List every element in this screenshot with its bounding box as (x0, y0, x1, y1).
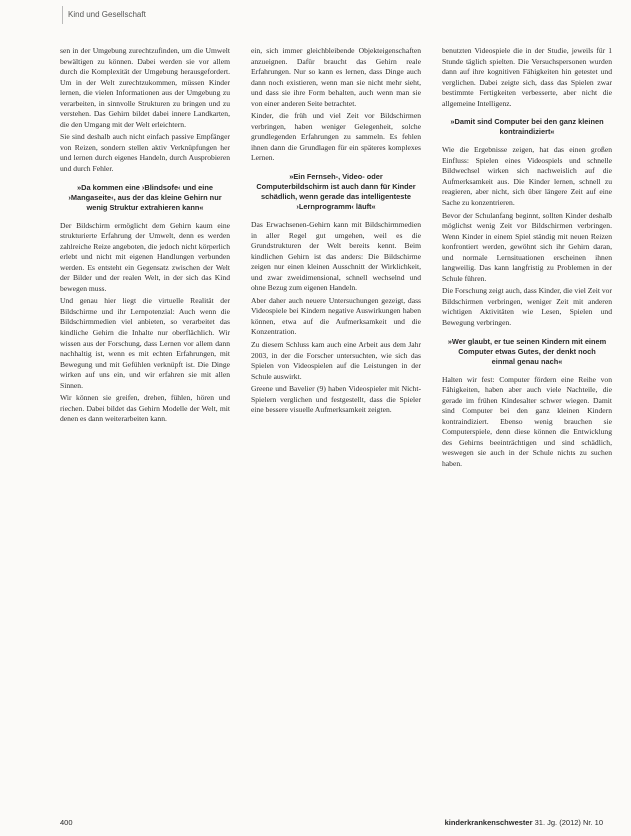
pull-quote: »Da kommen eine ›Blindsofe‹ und eine ›Mangaseite‹, aus der das kleine Gehirn nur wenig Struktur extrahieren kann« (68, 182, 222, 212)
header-rule (62, 6, 63, 24)
paragraph: ein, sich immer gleichbleibende Objekteigenschaften anzueignen. Dafür braucht das Gehirn reale Erfahrungen. Nur so kann es lernen, dass Dinge auch dann noch existieren, wenn man sie nicht mehr sieht, und dass sie ihre Form behalten, auch wenn man sie von einer anderen Seite betrachtet. (251, 46, 421, 108)
paragraph: Der Bildschirm ermöglicht dem Gehirn kaum eine strukturierte Erfahrung der Umwelt, denn es werden zahlreiche Reize angeboten, die jedoch nicht körperlich erlebt und nicht mit eigenen Handlungen verbunden werden. Es entsteht ein Gegensatz zwischen der Welt der Bilder und der realen Welt, in der sich das Kind bewegen muss. (60, 220, 230, 293)
paragraph: Aber daher auch neuere Untersuchungen gezeigt, dass Videospiele bei Kindern negative Auswirkungen haben können, etwa auf die Aufmerksamkeit und die Konzentration. (251, 295, 421, 337)
issue-info: 31. Jg. (2012) Nr. 10 (534, 818, 603, 827)
paragraph: Kinder, die früh und viel Zeit vor Bildschirmen verbringen, haben weniger Gelegenheit, solche grundlegenden Erfahrungen zu sammeln. Es fehlen ihnen dann die Grundlagen für ein späteres komplexes Lernen. (251, 111, 421, 163)
column-3 (442, 46, 612, 788)
publication-name: kinderkrankenschwester (444, 818, 533, 827)
paragraph: Wie die Ergebnisse zeigen, hat das einen großen Einfluss: Spielen eines Videospiels und schnelle Bildwechsel wirken sich nachweislich auf die Aufmerksamkeit aus. Die Kinder lernen, schnell zu reagieren, aber nicht, sich über längere Zeit auf eine Sache zu konzentrieren. (442, 145, 612, 208)
paragraph: Das Erwachsenen-Gehirn kann mit Bildschirmmedien in aller Regel gut umgehen, weil es die Grundstrukturen der Welt bereits kennt. Beim kindlichen Gehirn ist das anders: Die Bildschirme zeigen nur einen kleinen Ausschnitt der Wirklichkeit, und zwar zweidimensional, schnell wechselnd und ohne Bezug zum eigenen Handeln. (251, 220, 421, 293)
pull-quote: »Wer glaubt, er tue seinen Kindern mit einem Computer etwas Gutes, der denkt noch einmal genau nach« (447, 336, 607, 366)
column-2 (251, 46, 421, 788)
section-title: Kind und Gesellschaft (68, 10, 146, 19)
column-1 (60, 46, 230, 788)
paragraph: Zu diesem Schluss kam auch eine Arbeit aus dem Jahr 2003, in der die Forscher untersuchten, wie sich das Spielen von Videospielen auf die Leistungen in der Schule auswirkt. (251, 340, 421, 381)
page-number: 400 (60, 818, 73, 827)
pull-quote: »Ein Fernseh-, Video- oder Computerbildschirm ist auch dann für Kinder schädlich, wenn gerade das intelligenteste ›Lernprogramm‹ läuft« (256, 172, 416, 212)
publication-info (445, 818, 603, 827)
paragraph: sen in der Umgebung zurechtzufinden, um die Umwelt bewältigen zu können. Dabei werden sie vor allem durch die Komplexität der Umgebung herausgefordert. Um in der Welt zurechtzukommen, müssen Kinder lernen, die vielen Informationen aus der Umgebung zu verarbeiten, in sinnvolle Strukturen zu bringen und zu verstehen. Das Gehirn bildet dabei innere Landkarten, die den Umgang mit der Welt erleichtern. (60, 46, 230, 129)
paragraph: Die Forschung zeigt auch, dass Kinder, die viel Zeit vor Bildschirmen verbringen, weniger Zeit mit anderen wichtigen Aktivitäten wie Lesen, Spielen und Bewegung verbringen. (442, 286, 612, 328)
running-header (62, 10, 601, 19)
paragraph: Sie sind deshalb auch nicht einfach passive Empfänger von Reizen, sondern stellen aktiv Verknüpfungen her und lernen durch eigenes Handeln, durch Ausprobieren und durch Fehler. (60, 132, 230, 174)
paragraph: Und genau hier liegt die virtuelle Realität der Bildschirme und ihr Lernpotenzial: Auch wenn die Bildschirmmedien viel anbieten, so verarbeitet das kindliche Gehirn die Inhalte nur oberflächlich. Wir wissen aus der Forschung, dass Lernen vor allem dann nachhaltig ist, wenn es mit echten Erfahrungen, mit Bewegung und mit Gefühlen verknüpft ist. Die Dinge wirken auf uns ein, und wir erfahren sie mit allen Sinnen. (60, 296, 230, 390)
paragraph: Greene und Bavelier (9) haben Videospieler mit Nicht-Spielern verglichen und festgestellt, dass die Spieler eine bessere visuelle Aufmerksamkeit zeigten. (251, 384, 421, 415)
paragraph: benutzten Videospiele die in der Studie, jeweils für 1 Stunde täglich spielten. Die Versuchspersonen wurden dann auf ihre kognitiven Fähigkeiten hin getestet und verglichen. Dabei zeigte sich, dass das Spielen zwar bestimmte Fertigkeiten verbesserte, aber nicht die allgemeine Intelligenz. (442, 46, 612, 108)
pull-quote: »Damit sind Computer bei den ganz kleinen kontraindiziert« (450, 117, 604, 137)
paragraph: Wir können sie greifen, drehen, fühlen, hören und riechen. Dabei bildet das Gehirn Modelle der Welt, mit denen es dann weiterarbeiten kann. (60, 393, 230, 424)
paragraph: Halten wir fest: Computer fördern eine Reihe von Fähigkeiten, haben aber auch viele Nachteile, die gerade im frühen Kindesalter schwer wiegen. Damit sind Computer bei den ganz kleinen Kindern kontraindiziert. Ebenso wenig brauchen sie Computerspiele, denn diese können die Entwicklung des Gehirns beeinträchtigen und sind schädlich, weswegen sie auch in der Schule nichts zu suchen haben. (442, 374, 612, 468)
paragraph: Bevor der Schulanfang beginnt, sollten Kinder deshalb möglichst wenig Zeit vor Bildschirmen verbringen. Wenn Kinder in einem Spiel ständig mit neuen Reizen konfrontiert werden, gewöhnt sich ihr Gehirn daran, und normale Lernsituationen erscheinen ihnen langweilig. Das kann langfristig zu Problemen in der Schule führen. (442, 210, 612, 283)
